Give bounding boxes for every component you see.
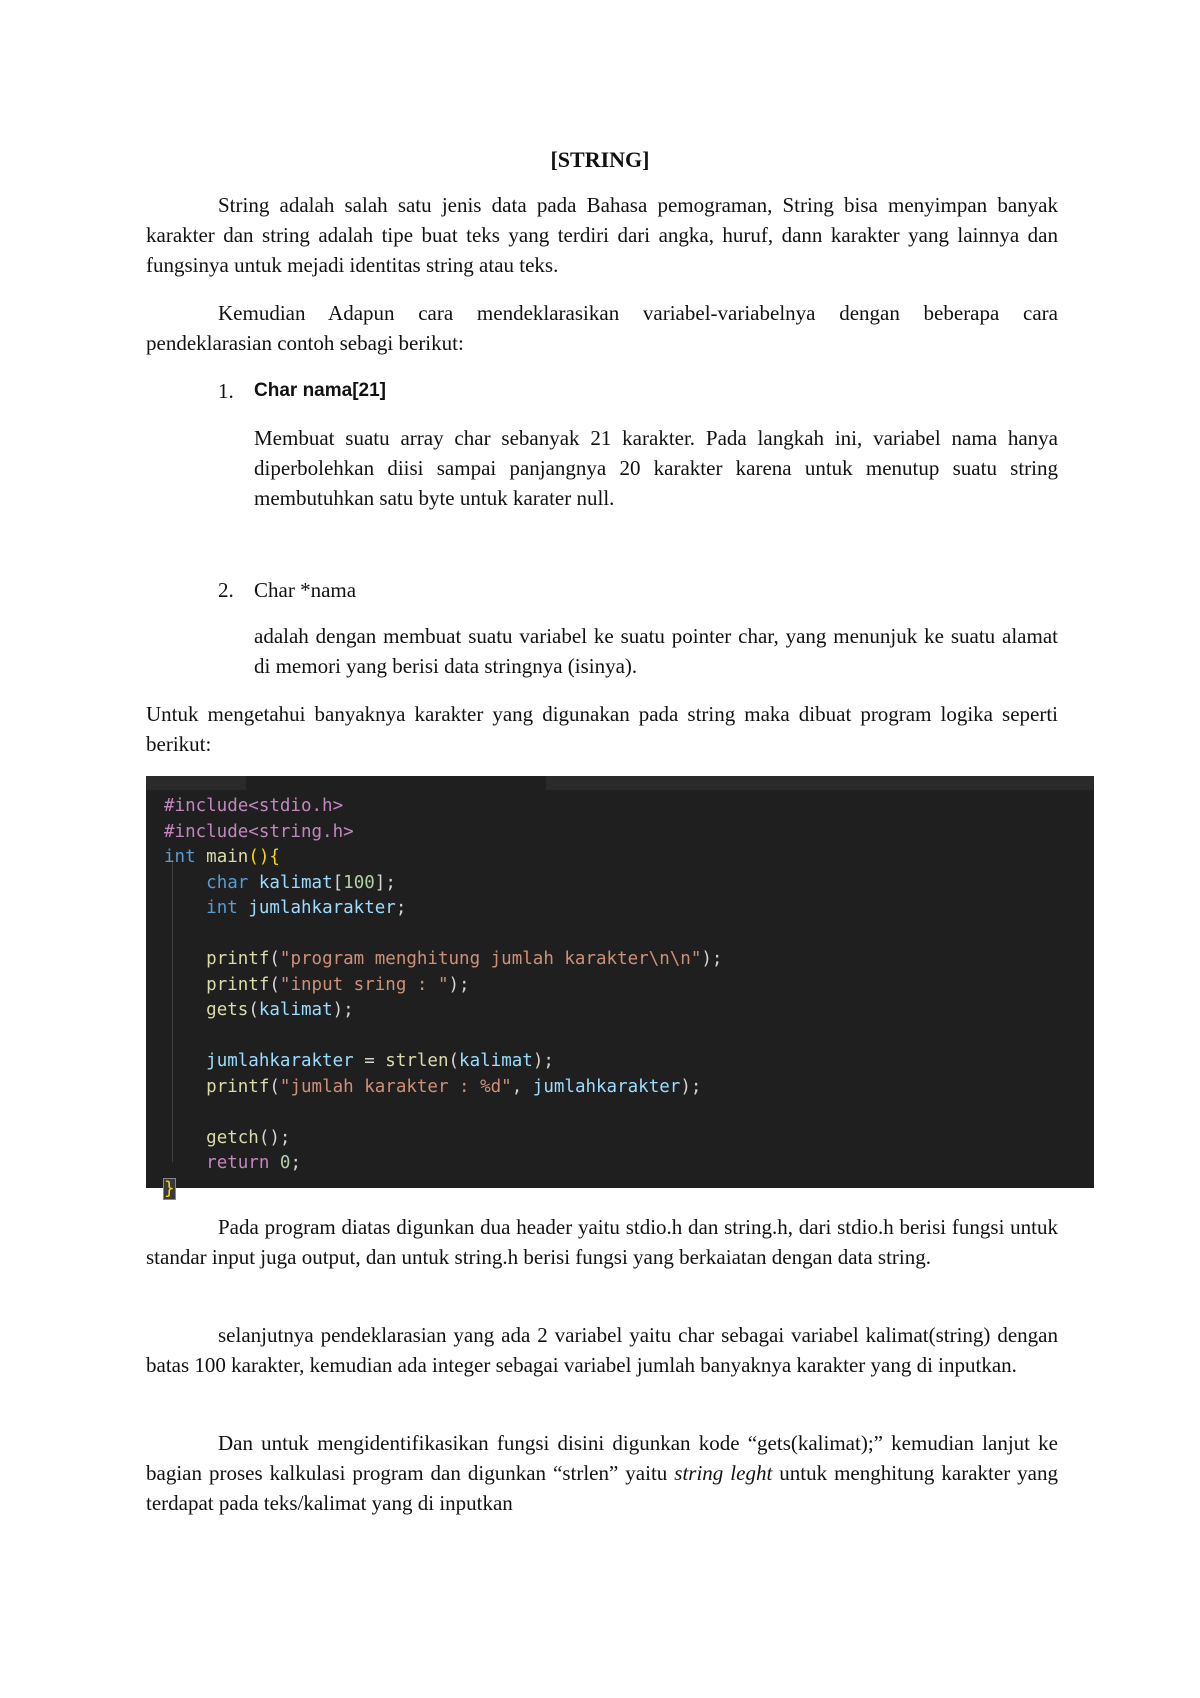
- explanation-paragraph-3: [146, 1428, 1058, 1518]
- code-closing-brace: }: [164, 1178, 175, 1199]
- code-number: 100: [343, 872, 375, 893]
- code-variable: jumlahkarakter: [532, 1076, 681, 1097]
- code-function: strlen: [385, 1051, 449, 1071]
- list-heading-1: Char nama[21]: [254, 380, 386, 401]
- code-function: printf: [206, 949, 270, 969]
- program-intro-paragraph: Untuk mengetahui banyaknya karakter yang digunakan pada string maka dibuat program logika seperti berikut:: [146, 702, 1058, 756]
- code-line-1: #include<stdio.h>: [164, 796, 344, 816]
- intro-paragraph: String adalah salah satu jenis data pada Bahasa pemograman, String bisa menyimpan banyak karakter dan string adalah tipe buat teks yang terdiri dari angka, huruf, dann karakter yang lainnya dan fungsinya untuk mejadi identitas string atau teks.: [146, 193, 1058, 277]
- explanation-paragraph-1: Pada program diatas digunkan dua header yaitu stdio.h dan string.h, dari stdio.h berisi fungsi untuk standar input juga output, dan untuk string.h berisi fungsi yang berkaiatan dengan data string.: [146, 1215, 1058, 1269]
- code-variable: jumlahkarakter: [206, 1051, 354, 1071]
- list-heading-2: Char *nama: [254, 578, 357, 602]
- code-function: printf: [206, 974, 270, 995]
- code-keyword: return: [206, 1153, 270, 1173]
- code-function: getch: [206, 1127, 259, 1148]
- list-number-1: 1.: [218, 379, 234, 403]
- code-function: main: [206, 847, 249, 867]
- code-number: 0: [279, 1153, 291, 1173]
- editor-active-tab: [246, 776, 546, 790]
- code-variable: kalimat: [459, 1051, 533, 1071]
- code-function: gets: [206, 1000, 249, 1020]
- list-body-2: adalah dengan membuat suatu variabel ke suatu pointer char, yang menunjuk ke suatu alamat di memori yang berisi data stringnya (isinya).: [254, 624, 1058, 678]
- declaration-intro-paragraph: Kemudian Adapun cara mendeklarasikan variabel-variabelnya dengan beberapa cara pendeklarasian contoh sebagi berikut:: [146, 301, 1058, 355]
- code-string: "program menghitung jumlah karakter\n\n": [279, 949, 702, 969]
- code-keyword: int: [206, 898, 238, 918]
- code-variable: kalimat: [258, 1000, 333, 1020]
- last-para-text: Dan untuk mengidentifikasikan fungsi disini digunkan kode “gets(kalimat);” kemudian lanjut ke bagian proses kalkulasi program dan digunkan “strlen” yaitu: [146, 1431, 1058, 1485]
- code-keyword: int: [164, 847, 196, 867]
- code-variable: kalimat: [258, 872, 333, 893]
- code-line-2: #include<string.h>: [164, 821, 354, 842]
- code-function: printf: [206, 1076, 270, 1097]
- last-para-italic: string leght: [674, 1461, 773, 1485]
- explanation-paragraph-2: selanjutnya pendeklarasian yang ada 2 variabel yaitu char sebagai variabel kalimat(string) dengan batas 100 karakter, kemudian ada integer sebagai variabel jumlah banyaknya karakter yang di inputkan.: [146, 1323, 1058, 1377]
- code-string: "jumlah karakter : %d": [279, 1076, 512, 1097]
- list-number-2: 2.: [218, 578, 234, 602]
- page-title: [STRING]: [550, 147, 650, 172]
- code-keyword: char: [206, 872, 249, 893]
- code-variable: jumlahkarakter: [248, 898, 396, 918]
- last-para-text-end: untuk menghitung karakter yang terdapat pada teks/kalimat yang di inputkan: [146, 1461, 1059, 1515]
- list-body-1: Membuat suatu array char sebanyak 21 karakter. Pada langkah ini, variabel nama hanya diperbolehkan diisi sampai panjangnya 20 karakter karena untuk menutup suatu string membutuhkan satu byte untuk karater null.: [254, 426, 1058, 510]
- code-screenshot: [146, 776, 1094, 1199]
- code-block: #include<stdio.h> #include<string.h> int main(){ char kalimat[100]; int jumlahkarakter; printf("program menghitung jumlah karakter\n\n"); printf("input sring : "); gets(kalimat); jumlahkarakter = strlen(kalimat); printf("jumlah karakter : %d", jumlahkarakter); getch(); return 0; }: [164, 796, 723, 1199]
- code-string: "input sring : ": [279, 974, 449, 995]
